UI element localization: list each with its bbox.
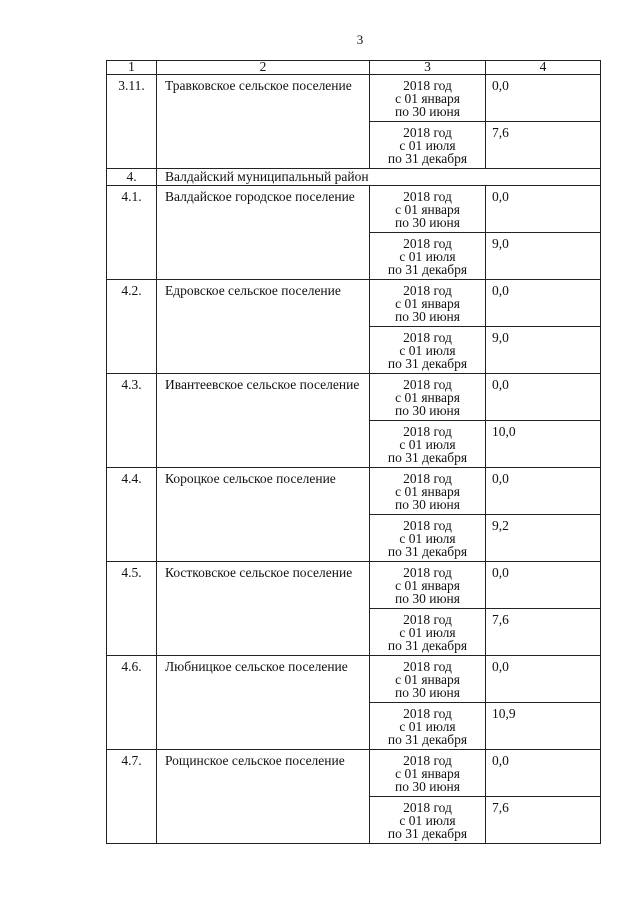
value-cell: 10,9 [486, 703, 601, 750]
table-row [107, 656, 601, 703]
value-cell: 7,6 [486, 609, 601, 656]
period-cell [370, 233, 486, 280]
settlement-name: Едровское сельское поселение [157, 280, 370, 374]
settlement-name: Травковское сельское поселение [157, 75, 370, 169]
period-line: 2018 год [403, 236, 452, 251]
period-line: по 31 декабря [387, 450, 468, 465]
period-line: 2018 год [403, 518, 452, 533]
value-cell: 9,2 [486, 515, 601, 562]
period-line: с 01 июля [399, 625, 456, 640]
period-line: с 01 января [395, 672, 460, 687]
period-cell [370, 609, 486, 656]
value-cell: 9,0 [486, 233, 601, 280]
period-cell [370, 374, 486, 421]
period-line: с 01 июля [399, 719, 456, 734]
period-line: по 30 июня [395, 104, 460, 119]
period-line: 2018 год [403, 377, 452, 392]
value-cell: 0,0 [486, 750, 601, 797]
period-line: 2018 год [403, 706, 452, 721]
period-line: 2018 год [403, 330, 452, 345]
value-cell: 0,0 [486, 468, 601, 515]
period-line: 2018 год [403, 800, 452, 815]
period-line: по 31 декабря [387, 732, 468, 747]
value-cell: 7,6 [486, 797, 601, 844]
period-line: по 30 июня [395, 779, 460, 794]
value-cell: 9,0 [486, 327, 601, 374]
period-line: с 01 января [395, 202, 460, 217]
period-line: по 31 декабря [387, 638, 468, 653]
row-number: 4.7. [107, 750, 157, 844]
period-line: по 31 декабря [387, 151, 468, 166]
table-row [107, 374, 601, 421]
table-row [107, 186, 601, 233]
value-cell: 0,0 [486, 280, 601, 327]
table-row [107, 562, 601, 609]
period-cell [370, 327, 486, 374]
period-line: с 01 января [395, 390, 460, 405]
period-line: с 01 июля [399, 343, 456, 358]
period-line: по 30 июня [395, 215, 460, 230]
column-header: 4 [486, 61, 601, 75]
settlement-name: Ивантеевское сельское поселение [157, 374, 370, 468]
row-number: 4.3. [107, 374, 157, 468]
settlement-name: Короцкое сельское поселение [157, 468, 370, 562]
period-cell [370, 186, 486, 233]
row-number: 4.4. [107, 468, 157, 562]
period-line: с 01 июля [399, 138, 456, 153]
period-cell [370, 562, 486, 609]
period-cell [370, 750, 486, 797]
section-title: Валдайский муниципальный район [157, 169, 601, 186]
period-line: 2018 год [403, 424, 452, 439]
period-line: 2018 год [403, 753, 452, 768]
period-cell [370, 75, 486, 122]
row-number: 4. [107, 169, 157, 186]
row-number: 4.2. [107, 280, 157, 374]
table-row [107, 468, 601, 515]
row-number: 4.1. [107, 186, 157, 280]
period-cell [370, 421, 486, 468]
period-line: 2018 год [403, 612, 452, 627]
period-line: 2018 год [403, 565, 452, 580]
period-line: с 01 января [395, 91, 460, 106]
period-line: 2018 год [403, 78, 452, 93]
period-line: 2018 год [403, 189, 452, 204]
table-body [107, 75, 601, 844]
page-number: 3 [356, 32, 364, 47]
period-line: с 01 января [395, 766, 460, 781]
period-cell [370, 797, 486, 844]
row-number: 3.11. [107, 75, 157, 169]
table-row [107, 750, 601, 797]
period-line: по 31 декабря [387, 262, 468, 277]
period-cell [370, 468, 486, 515]
period-line: с 01 января [395, 484, 460, 499]
value-cell: 0,0 [486, 374, 601, 421]
period-cell [370, 703, 486, 750]
period-line: по 31 декабря [387, 356, 468, 371]
period-line: с 01 января [395, 296, 460, 311]
table-header-row [107, 61, 601, 75]
row-number: 4.5. [107, 562, 157, 656]
period-line: по 30 июня [395, 685, 460, 700]
period-line: по 30 июня [395, 309, 460, 324]
period-line: 2018 год [403, 283, 452, 298]
period-line: с 01 июля [399, 531, 456, 546]
column-header: 2 [157, 61, 370, 75]
period-line: 2018 год [403, 471, 452, 486]
settlement-name: Костковское сельское поселение [157, 562, 370, 656]
period-line: по 30 июня [395, 497, 460, 512]
period-line: с 01 июля [399, 249, 456, 264]
value-cell: 0,0 [486, 186, 601, 233]
period-line: 2018 год [403, 125, 452, 140]
period-cell [370, 280, 486, 327]
period-line: 2018 год [403, 659, 452, 674]
value-cell: 10,0 [486, 421, 601, 468]
table-row [107, 75, 601, 122]
column-header: 3 [370, 61, 486, 75]
table-row [107, 280, 601, 327]
period-cell [370, 515, 486, 562]
period-line: по 30 июня [395, 591, 460, 606]
tariff-table [106, 60, 601, 844]
value-cell: 0,0 [486, 75, 601, 122]
value-cell: 0,0 [486, 562, 601, 609]
period-line: с 01 июля [399, 437, 456, 452]
column-header: 1 [107, 61, 157, 75]
value-cell: 7,6 [486, 122, 601, 169]
period-line: с 01 июля [399, 813, 456, 828]
settlement-name: Рощинское сельское поселение [157, 750, 370, 844]
settlement-name: Любницкое сельское поселение [157, 656, 370, 750]
period-line: с 01 января [395, 578, 460, 593]
section-row [107, 169, 601, 186]
period-line: по 31 декабря [387, 544, 468, 559]
period-line: по 31 декабря [387, 826, 468, 841]
settlement-name: Валдайское городское поселение [157, 186, 370, 280]
period-cell [370, 122, 486, 169]
period-line: по 30 июня [395, 403, 460, 418]
period-cell [370, 656, 486, 703]
row-number: 4.6. [107, 656, 157, 750]
value-cell: 0,0 [486, 656, 601, 703]
